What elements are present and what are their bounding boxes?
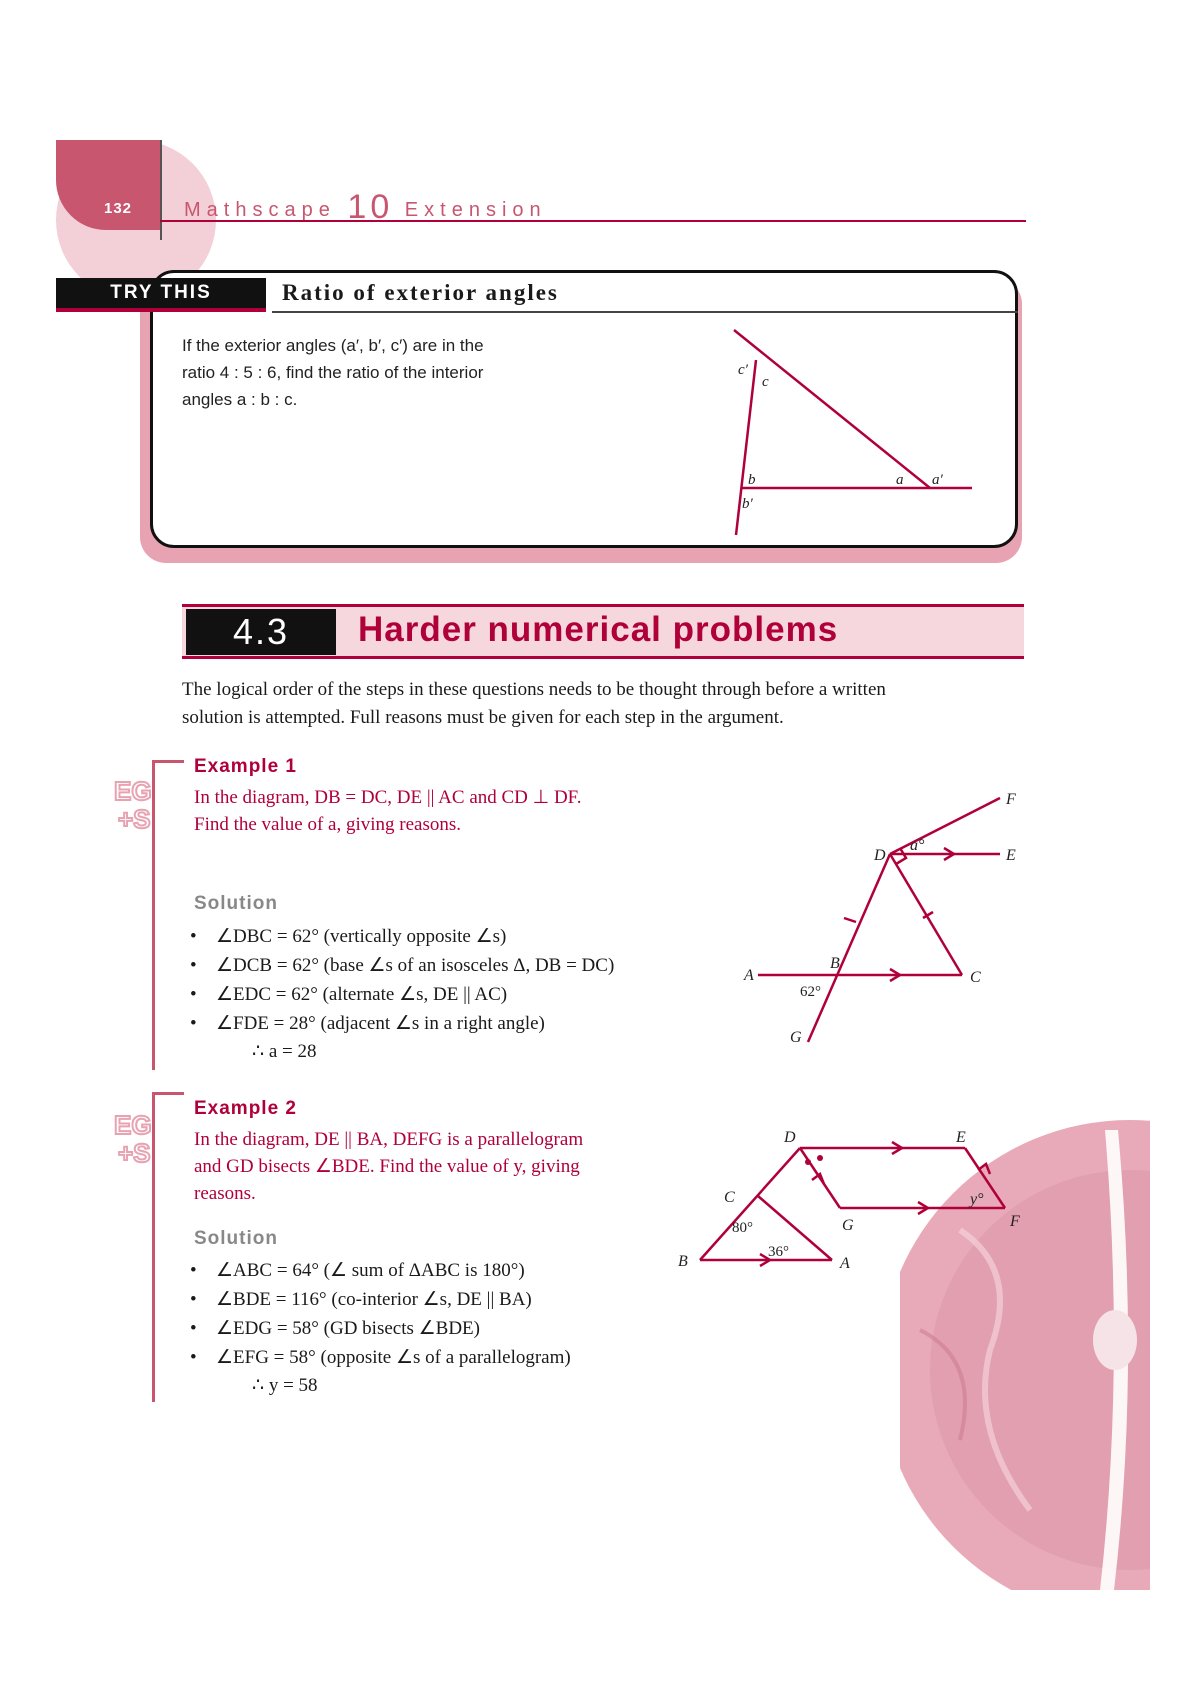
book-suffix: Extension — [404, 199, 547, 221]
section-number: 4.3 — [186, 609, 336, 655]
exterior-angles-diagram — [700, 320, 990, 545]
question-line: reasons. — [194, 1183, 256, 1204]
book-number: 10 — [347, 188, 394, 226]
label-D: D — [784, 1129, 796, 1146]
example2-diagram — [660, 1128, 1040, 1288]
equal-tick — [844, 918, 856, 922]
example1-solution-heading: Solution — [194, 893, 278, 914]
label-G: G — [790, 1029, 802, 1046]
label-C: C — [724, 1189, 735, 1206]
diagram-line — [808, 854, 890, 1042]
label-a-deg: a° — [910, 837, 925, 854]
label-B: B — [830, 955, 840, 972]
example1-conclusion: ∴ a = 28 — [252, 1041, 317, 1062]
eg-s-icon — [112, 1108, 164, 1168]
label-b: b — [748, 472, 756, 488]
label-E: E — [1006, 847, 1016, 864]
example1-top-bar — [152, 760, 184, 763]
example2-question — [194, 1126, 674, 1207]
label-F: F — [1010, 1213, 1020, 1230]
parallel-arrow — [812, 1174, 824, 1184]
solution-step: • ∠ABC = 64° (∠ sum of ΔABC is 180°) — [188, 1256, 688, 1285]
label-36: 36° — [768, 1244, 789, 1260]
solution-step: • ∠DBC = 62° (vertically opposite ∠s) — [188, 922, 708, 951]
try-this-line: If the exterior angles (a′, b′, c′) are in the — [182, 336, 484, 355]
example2-heading: Example 2 — [194, 1098, 297, 1119]
label-F: F — [1006, 791, 1016, 808]
diagram-line — [734, 330, 930, 488]
label-a: a — [896, 472, 904, 488]
solution-step: • ∠FDE = 28° (adjacent ∠s in a right angle) — [188, 1009, 708, 1038]
angle-dot — [805, 1159, 811, 1165]
angle-dot — [817, 1155, 823, 1161]
label-A: A — [840, 1255, 850, 1272]
question-line: In the diagram, DE || BA, DEFG is a parallelogram — [194, 1129, 584, 1150]
try-this-line: angles a : b : c. — [182, 390, 298, 409]
eg-icon-text: EG — [114, 776, 152, 806]
try-this-label-rule — [56, 308, 266, 312]
intro-line: solution is attempted. Full reasons must be given for each step in the argument. — [182, 707, 784, 728]
label-C: C — [970, 969, 981, 986]
eg-icon-text: +S — [118, 804, 151, 834]
solution-step: • ∠EDG = 58° (GD bisects ∠BDE) — [188, 1314, 688, 1343]
label-y-deg: y° — [970, 1191, 984, 1208]
example1-diagram — [740, 780, 1040, 1050]
eg-s-icon — [112, 774, 164, 834]
section-band-rule — [182, 604, 1024, 607]
page-number: 132 — [104, 200, 133, 217]
example2-solution-heading: Solution — [194, 1228, 278, 1249]
example1-heading: Example 1 — [194, 756, 297, 777]
solution-step: • ∠DCB = 62° (base ∠s of an isosceles Δ, DB = DC) — [188, 951, 708, 980]
diagram-line — [890, 854, 962, 975]
label-c-prime: c′ — [738, 362, 748, 378]
try-this-label: TRY THIS — [56, 278, 266, 308]
section-band-rule — [182, 656, 1024, 659]
question-line: and GD bisects ∠BDE. Find the value of y, giving — [194, 1156, 580, 1177]
intro-line: The logical order of the steps in these questions needs to be thought through before a written — [182, 679, 886, 700]
try-this-title: Ratio of exterior angles — [282, 280, 559, 305]
label-A: A — [744, 967, 754, 984]
running-title — [184, 188, 547, 227]
try-this-text — [182, 332, 612, 413]
try-this-title-rule — [272, 311, 1018, 313]
question-line: Find the value of a, giving reasons. — [194, 814, 462, 835]
label-b-prime: b′ — [742, 496, 753, 512]
example2-steps — [188, 1256, 688, 1372]
eg-icon-text: EG — [114, 1110, 152, 1140]
section-intro — [182, 676, 1032, 732]
example1-steps — [188, 922, 708, 1038]
example2-conclusion: ∴ y = 58 — [252, 1375, 318, 1396]
solution-step: • ∠EFG = 58° (opposite ∠s of a parallelogram) — [188, 1343, 688, 1372]
solution-step: • ∠EDC = 62° (alternate ∠s, DE || AC) — [188, 980, 708, 1009]
header-divider — [160, 140, 162, 240]
label-D: D — [874, 847, 886, 864]
label-80: 80° — [732, 1220, 753, 1236]
section-title: Harder numerical problems — [358, 610, 839, 649]
example1-question — [194, 784, 714, 838]
label-E: E — [956, 1129, 966, 1146]
label-62: 62° — [800, 984, 821, 1000]
question-line: In the diagram, DB = DC, DE || AC and CD ⊥ DF. — [194, 787, 582, 808]
example2-top-bar — [152, 1092, 184, 1095]
label-a-prime: a′ — [932, 472, 943, 488]
label-B: B — [678, 1253, 688, 1270]
label-c: c — [762, 374, 769, 390]
try-this-line: ratio 4 : 5 : 6, find the ratio of the interior — [182, 363, 484, 382]
solution-step: • ∠BDE = 116° (co-interior ∠s, DE || BA) — [188, 1285, 688, 1314]
book-title: Mathscape — [184, 199, 336, 221]
label-G: G — [842, 1217, 854, 1234]
parallel-arrow — [978, 1164, 990, 1174]
eg-icon-text: +S — [118, 1138, 151, 1168]
diagram-line — [890, 798, 1000, 854]
